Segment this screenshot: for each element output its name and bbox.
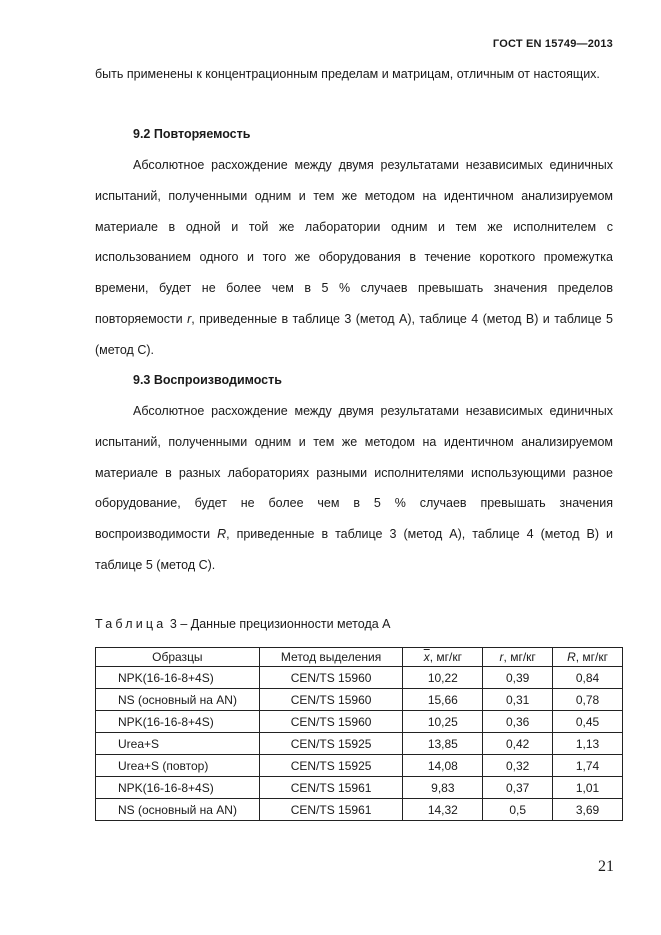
cell-r: 0,5 xyxy=(483,799,553,821)
R-symbol: R xyxy=(567,650,576,664)
table-row xyxy=(96,667,623,689)
cell-R: 1,13 xyxy=(553,733,623,755)
cell-sample: NPK(16-16-8+4S) xyxy=(96,667,260,689)
header-reproducibility xyxy=(553,648,623,667)
section-9-2-text-tail: , приведенные в таблице 3 (метод А), таблице 4 (метод В) и таблице 5 (метод С). xyxy=(95,311,613,357)
cell-r: 0,39 xyxy=(483,667,553,689)
cell-mean: 13,85 xyxy=(403,733,483,755)
table-header-row xyxy=(96,648,623,667)
section-9-2-paragraph xyxy=(95,150,613,366)
cell-mean: 9,83 xyxy=(403,777,483,799)
table-row xyxy=(96,777,623,799)
cell-method: CEN/TS 15960 xyxy=(259,667,403,689)
table-row xyxy=(96,711,623,733)
cell-method: CEN/TS 15961 xyxy=(259,777,403,799)
cell-R: 3,69 xyxy=(553,799,623,821)
section-9-3-heading: 9.3 Воспроизводимость xyxy=(133,373,282,387)
cell-mean: 10,25 xyxy=(403,711,483,733)
table-caption-label: Таблица xyxy=(95,617,167,631)
cell-mean: 15,66 xyxy=(403,689,483,711)
header-mean xyxy=(403,648,483,667)
header-samples: Образцы xyxy=(96,648,260,667)
precision-data-table xyxy=(95,647,623,821)
cell-method: CEN/TS 15960 xyxy=(259,689,403,711)
header-method: Метод выделения xyxy=(259,648,403,667)
header-repeatability xyxy=(483,648,553,667)
table-caption-text: 3 – Данные прецизионности метода А xyxy=(166,617,391,631)
reproducibility-symbol: R xyxy=(217,527,227,542)
section-9-3-text-tail: , приведенные в таблице 3 (метод А), таблице 4 (метод В) и таблице 5 (метод С). xyxy=(95,527,613,572)
table-row xyxy=(96,799,623,821)
section-9-3-text: Абсолютное расхождение между двумя результатами независимых единичных испытаний, полученными одним и тем же методом на идентичном анализируемом материале в разных лабораториях разными исполнителями использующими разное оборудование, будет не более чем в 5 % случаев превышать значения воспроизводимости xyxy=(95,404,613,542)
cell-method: CEN/TS 15925 xyxy=(259,733,403,755)
document-standard-header: ГОСТ EN 15749—2013 xyxy=(492,38,613,50)
cell-method: CEN/TS 15961 xyxy=(259,799,403,821)
cell-R: 1,74 xyxy=(553,755,623,777)
cell-sample: Urea+S xyxy=(96,733,260,755)
cell-R: 1,01 xyxy=(553,777,623,799)
cell-mean: 14,08 xyxy=(403,755,483,777)
table-row xyxy=(96,755,623,777)
table-row xyxy=(96,733,623,755)
R-unit: , мг/кг xyxy=(575,650,609,664)
cell-R: 0,78 xyxy=(553,689,623,711)
table-caption xyxy=(95,617,391,631)
page-number: 21 xyxy=(598,858,614,875)
mean-symbol: $\overline{x}$ xyxy=(423,650,430,664)
r-symbol: r xyxy=(499,650,504,664)
table-row xyxy=(96,689,623,711)
cell-sample: Urea+S (повтор) xyxy=(96,755,260,777)
cell-r: 0,32 xyxy=(483,755,553,777)
cell-mean: 14,32 xyxy=(403,799,483,821)
cell-r: 0,36 xyxy=(483,711,553,733)
cell-method: CEN/TS 15960 xyxy=(259,711,403,733)
section-9-2-heading: 9.2 Повторяемость xyxy=(133,127,251,141)
intro-paragraph: быть применены к концентрационным пределам и матрицам, отличным от настоящих. xyxy=(95,67,600,81)
cell-mean: 10,22 xyxy=(403,667,483,689)
cell-R: 0,45 xyxy=(553,711,623,733)
section-9-2-text: Абсолютное расхождение между двумя результатами независимых единичных испытаний, полученными одним и тем же методом на идентичном анализируемом материале в одной и той же лаборатории одним и тем же исполнителем с использованием одного и того же оборудования в течение короткого промежутка времени, будет не более чем в 5 % случаев превышать значения пределов повторяемости xyxy=(95,158,613,326)
cell-sample: NPK(16-16-8+4S) xyxy=(96,777,260,799)
repeatability-symbol: r xyxy=(187,311,192,326)
cell-r: 0,42 xyxy=(483,733,553,755)
cell-sample: NS (основный на AN) xyxy=(96,799,260,821)
mean-unit: , мг/кг xyxy=(429,650,462,664)
r-unit: , мг/кг xyxy=(503,650,536,664)
cell-sample: NS (основный на AN) xyxy=(96,689,260,711)
cell-r: 0,31 xyxy=(483,689,553,711)
cell-sample: NPK(16-16-8+4S) xyxy=(96,711,260,733)
cell-method: CEN/TS 15925 xyxy=(259,755,403,777)
section-9-3-paragraph xyxy=(95,396,613,581)
cell-r: 0,37 xyxy=(483,777,553,799)
cell-R: 0,84 xyxy=(553,667,623,689)
